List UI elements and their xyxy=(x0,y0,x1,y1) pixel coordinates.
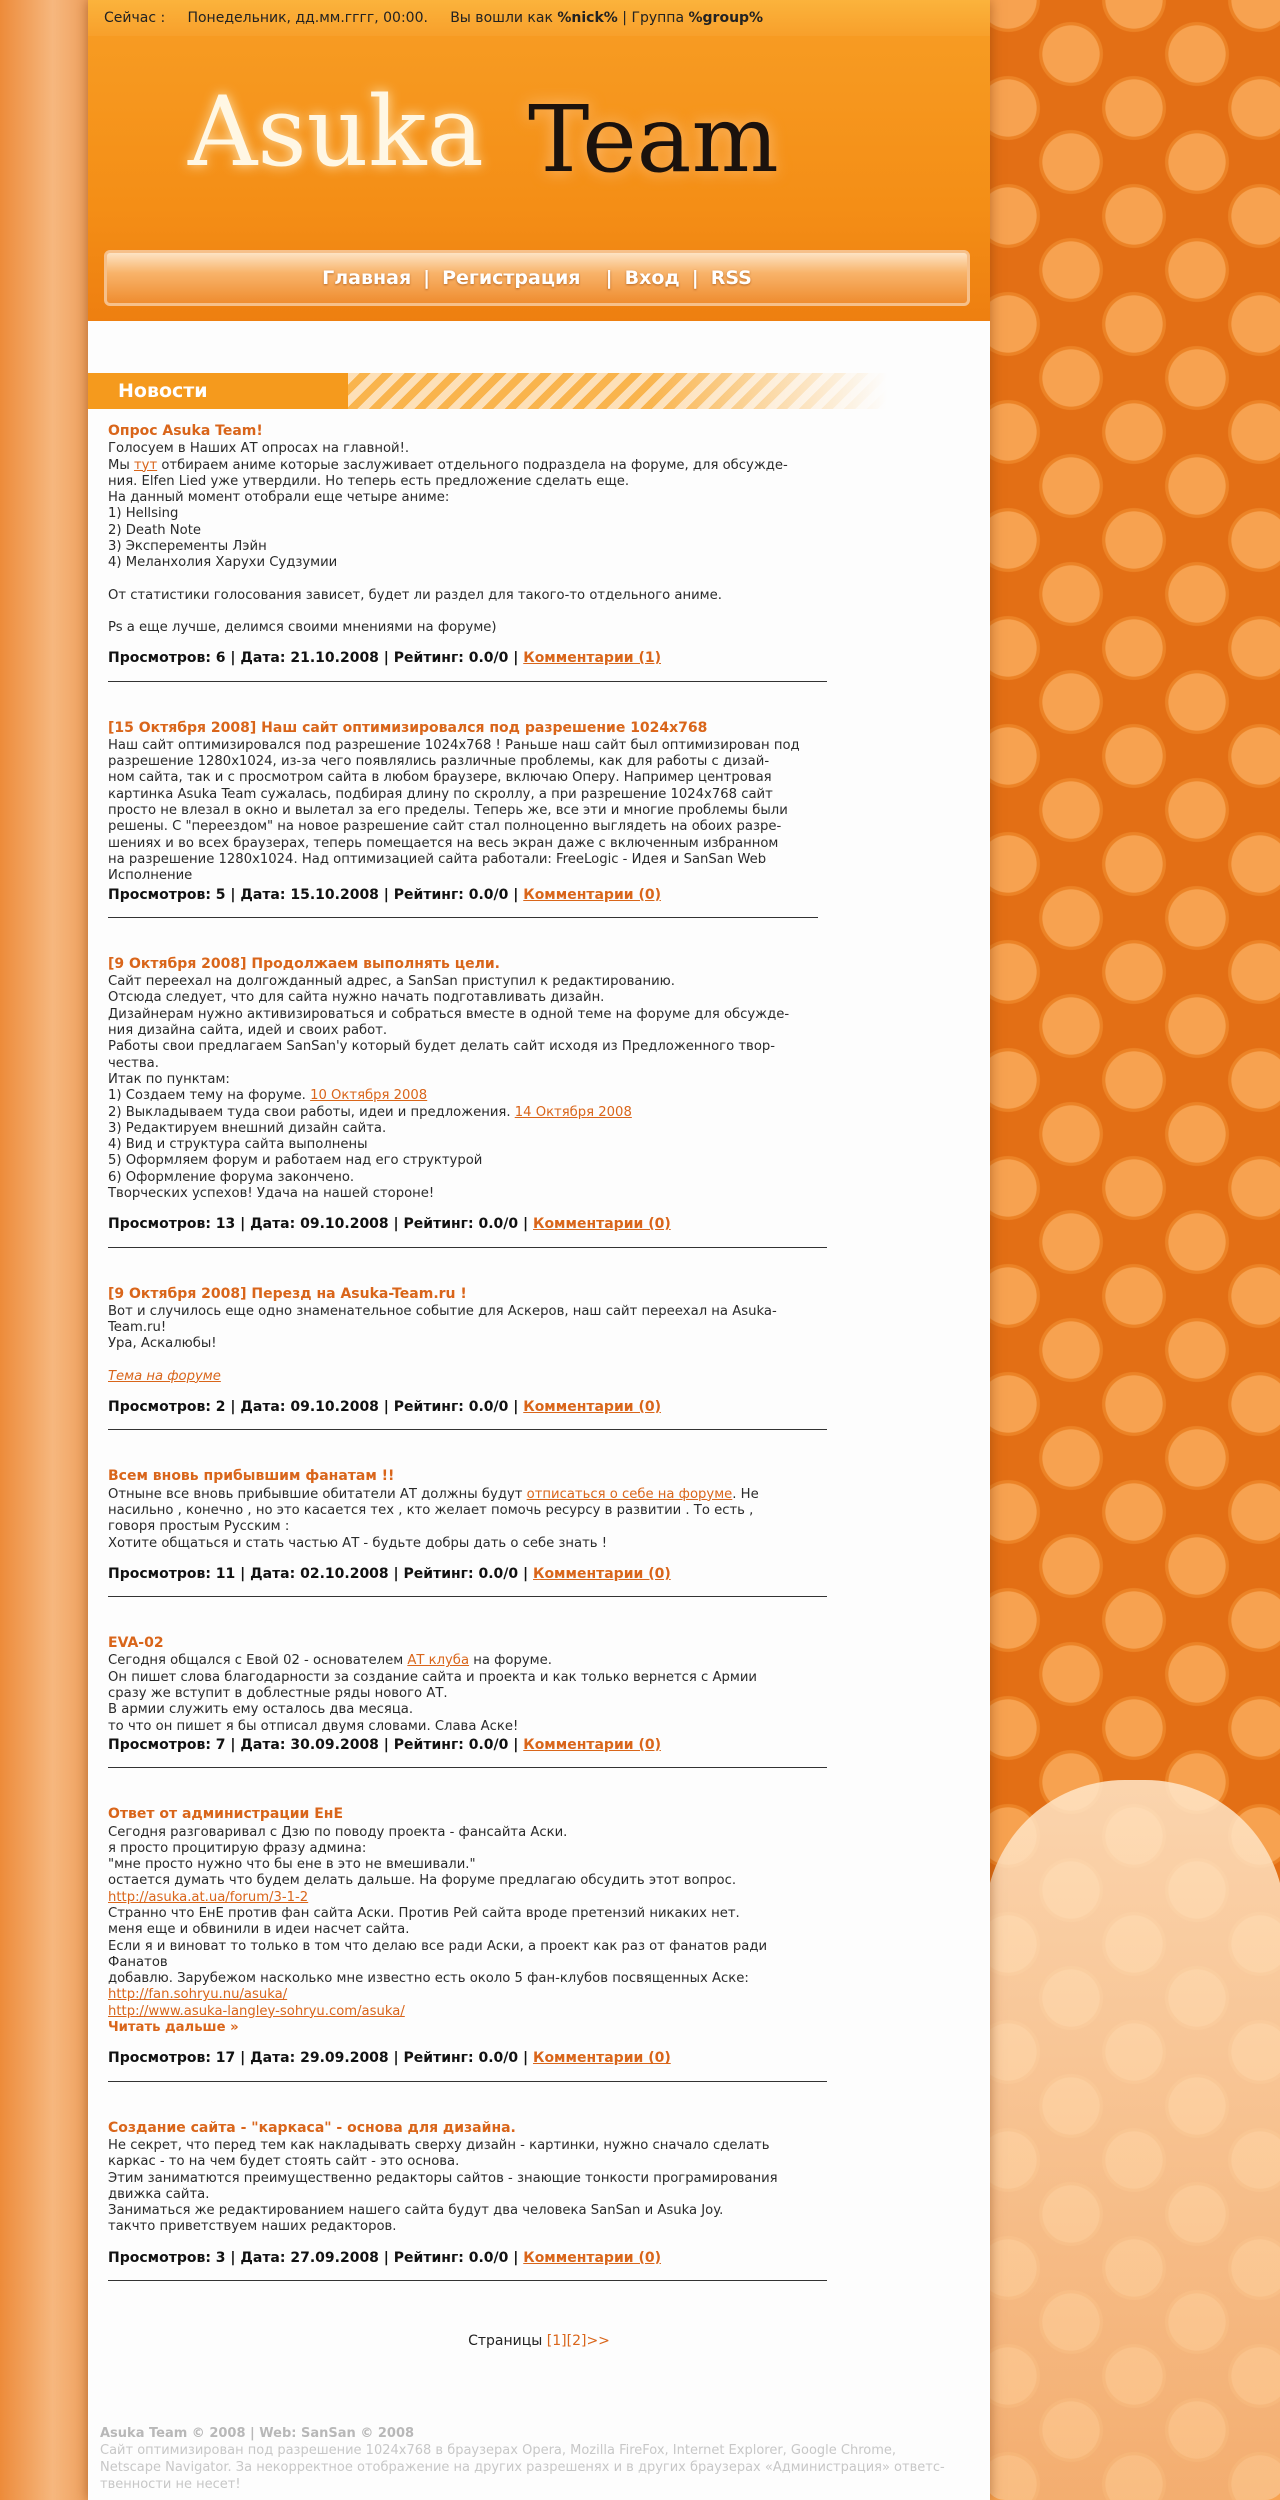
post-stats: Просмотров: 7 | Дата: 30.09.2008 | Рейтинг: 0.0/0 | xyxy=(108,1736,519,1753)
user-nick: %nick% xyxy=(557,10,618,26)
post-text: Голосуем в Наших АТ опросах на главной!. xyxy=(108,441,410,457)
post-divider xyxy=(108,681,827,682)
footer-copyright: Asuka Team © 2008 | Web: SanSan © 2008 xyxy=(100,2426,415,2441)
pagination xyxy=(88,2333,990,2349)
post-text: чества. xyxy=(108,1055,159,1071)
nav-login-link[interactable]: Вход xyxy=(624,267,680,289)
left-gradient-strip xyxy=(0,0,88,2500)
post-meta xyxy=(108,1566,848,1582)
read-more-link[interactable]: Читать дальше » xyxy=(108,2020,239,2036)
post-stats: Просмотров: 11 | Дата: 02.10.2008 | Рейтинг: 0.0/0 | xyxy=(108,1565,529,1582)
post-text: ния дизайна сайта, идей и своих работ. xyxy=(108,1023,388,1039)
post-text: Итак по пунктам: xyxy=(108,1071,230,1087)
post-text: остается думать что будем делать дальше. На форуме предлагаю обсудить этот вопрос. xyxy=(108,1873,737,1889)
post-text: Мы тут отбираем аниме которые заслуживает отдельного подраздела на форуме, для обсужде- xyxy=(108,457,788,473)
post-body xyxy=(108,2138,848,2236)
main-navigation xyxy=(104,250,970,306)
post-stats: Просмотров: 3 | Дата: 27.09.2008 | Рейтинг: 0.0/0 | xyxy=(108,2249,519,2266)
post-divider xyxy=(108,2280,827,2281)
post-meta xyxy=(108,887,848,903)
post-link[interactable]: http://www.asuka-langley-sohryu.com/asuka/ xyxy=(108,2003,405,2019)
post-meta xyxy=(108,2050,848,2066)
post-text: 2) Выкладываем туда свои работы, идеи и предложения. 14 Октября 2008 xyxy=(108,1104,632,1120)
footer-note: Netscape Navigator. За некорректное отображение на других разрешенях и в других браузерах «Администрация» ответс- xyxy=(100,2460,945,2475)
post-text: такчто приветствуем наших редакторов. xyxy=(108,2219,397,2235)
post-text: Отныне все вновь прибывшие обитатели АТ должны будут отписаться о себе на форуме. Не xyxy=(108,1486,759,1502)
post-text: Фанатов xyxy=(108,1954,168,1970)
post-body xyxy=(108,1825,848,2037)
nav-home-link[interactable]: Главная xyxy=(322,267,412,289)
comments-link[interactable]: Комментарии (0) xyxy=(523,1399,661,1416)
login-prefix: Вы вошли как xyxy=(450,10,553,26)
post-title[interactable]: EVA-02 xyxy=(108,1635,164,1652)
pager-page-1[interactable]: [1] xyxy=(546,2333,567,2349)
post-text: Заниматься же редактированием нашего сайта будут два человека SanSan и Asuka Joy. xyxy=(108,2203,724,2219)
post-text: Работы свои предлагаем SanSan'у который будет делать сайт исходя из Предложенного твор- xyxy=(108,1039,776,1055)
post-text xyxy=(108,1369,848,1385)
nav-register-link[interactable]: Регистрация xyxy=(442,267,581,289)
comments-link[interactable]: Комментарии (0) xyxy=(523,1736,661,1753)
post-date-link[interactable]: 14 Октября 2008 xyxy=(514,1104,632,1120)
post-text: 1) Создаем тему на форуме. 10 Октября 2008 xyxy=(108,1088,428,1104)
post-text: В армии служить ему осталось два месяца. xyxy=(108,1702,414,1718)
site-logo[interactable] xyxy=(188,76,788,216)
news-post xyxy=(108,720,848,918)
post-divider xyxy=(108,917,818,918)
post-text: добавлю. Зарубежом насколько мне известно есть около 5 фан-клубов посвященных Аске: xyxy=(108,1971,749,1987)
post-text: разрешение 1280x1024, из-за чего появлялись различные проблемы, как для работы с дизай- xyxy=(108,754,770,770)
news-post xyxy=(108,1635,848,1768)
post-text: ния. Elfen Lied уже утвердили. Но теперь есть предложение сделать еще. xyxy=(108,473,630,489)
top-status-bar xyxy=(88,0,990,36)
post-text: Странно что ЕнЕ против фан сайта Аски. Против Рей сайта вроде претензий никаких нет. xyxy=(108,1906,740,1921)
page-container xyxy=(88,0,990,2500)
post-link[interactable]: отписаться о себе на форуме xyxy=(526,1486,733,1502)
post-text: Ура, Аскалюбы! xyxy=(108,1336,217,1352)
post-title[interactable]: [9 Октября 2008] Перезд на Asuka-Team.ru ! xyxy=(108,1285,467,1302)
comments-link[interactable]: Комментарии (0) xyxy=(523,886,661,903)
nav-separator: | xyxy=(691,267,699,289)
post-text: говоря простым Русским : xyxy=(108,1519,290,1535)
post-text: 1) Hellsing xyxy=(108,506,179,522)
post-title[interactable]: Опрос Asuka Team! xyxy=(108,423,263,439)
post-body xyxy=(108,1304,848,1385)
post-text: меня еще и обвинили в идеи насчет сайта. xyxy=(108,1922,410,1938)
pager-page-2[interactable]: [2] xyxy=(566,2333,587,2349)
post-text: Сегодня разговаривал с Дзю по поводу проекта - фансайта Аски. xyxy=(108,1824,568,1840)
post-title[interactable]: Всем вновь прибывшим фанатам !! xyxy=(108,1468,395,1485)
post-body xyxy=(108,1653,848,1734)
comments-link[interactable]: Комментарии (0) xyxy=(523,2249,661,2266)
post-date-link[interactable]: 10 Октября 2008 xyxy=(310,1088,428,1104)
post-link[interactable]: http://fan.sohryu.nu/asuka/ xyxy=(108,1987,288,2003)
post-divider xyxy=(108,2081,827,2082)
nav-separator: | xyxy=(592,267,613,289)
news-post xyxy=(108,2120,848,2281)
post-text: 3) Эксперементы Лэйн xyxy=(108,539,267,555)
nav-rss-link[interactable]: RSS xyxy=(710,267,752,289)
post-link[interactable]: АТ клуба xyxy=(407,1653,470,1669)
post-text: сразу же вступит в доблестные ряды нового АТ. xyxy=(108,1686,448,1702)
news-post xyxy=(108,423,848,682)
current-datetime: Понедельник, дд.мм.гггг, 00:00. xyxy=(187,10,428,26)
post-text: на разрешение 1280x1024. Над оптимизацией сайта работали: FreeLogic - Идея и SanSan Web xyxy=(108,851,767,867)
post-meta xyxy=(108,650,848,666)
post-title[interactable]: [15 Октября 2008] Наш сайт оптимизировался под разрешение 1024x768 xyxy=(108,719,708,736)
post-title[interactable]: [9 Октября 2008] Продолжаем выполнять цели. xyxy=(108,955,500,972)
post-text: Отсюда следует, что для сайта нужно начать подготавливать дизайн. xyxy=(108,990,605,1006)
logo-text-asuka: Asuka xyxy=(188,76,484,188)
footer-note: твенности не несет! xyxy=(100,2477,241,2492)
forum-topic-link[interactable]: Тема на форуме xyxy=(108,1368,221,1384)
post-text: От статистики голосования зависет, будет ли раздел для такого-то отдельного аниме. xyxy=(108,587,722,603)
post-stats: Просмотров: 5 | Дата: 15.10.2008 | Рейтинг: 0.0/0 | xyxy=(108,886,519,903)
post-text: Если я и виноват то только в том что делаю все ради Аски, а проект как раз от фанатов ради xyxy=(108,1938,768,1954)
post-divider xyxy=(108,1247,827,1248)
post-divider xyxy=(108,1767,827,1768)
post-text: я просто процитирую фразу админа: xyxy=(108,1840,367,1856)
post-text: насильно , конечно , но это касается тех , кто желает помочь ресурсу в развитии . То есть , xyxy=(108,1502,754,1518)
post-text: Вот и случилось еще одно знаменательное событие для Аскеров, наш сайт переехал на Asuka- xyxy=(108,1303,777,1319)
pager-next[interactable]: >> xyxy=(586,2333,610,2349)
post-meta xyxy=(108,1216,848,1232)
footer-note: Сайт оптимизирован под разрешение 1024x768 в браузерах Opera, Mozilla FireFox, Internet Explorer, Google Chrome, xyxy=(100,2443,897,2458)
post-text xyxy=(108,1987,848,2003)
post-text: картинка Asuka Team сужалась, подбирая длину по скроллу, а при разрешение 1024x768 сайт xyxy=(108,786,773,802)
user-group: %group% xyxy=(688,10,764,26)
post-text: 2) Death Note xyxy=(108,522,202,538)
post-stats: Просмотров: 13 | Дата: 09.10.2008 | Рейтинг: 0.0/0 | xyxy=(108,1216,529,1233)
header-stripe-fade xyxy=(648,373,990,409)
post-text: Он пишет слова благодарности за создание сайта и проекта и как только вернется с Армии xyxy=(108,1669,757,1685)
anime-character-illustration xyxy=(985,1780,1280,2500)
news-post xyxy=(108,1806,848,2081)
post-text: 6) Оформление форума закончено. xyxy=(108,1169,355,1185)
comments-link[interactable]: Комментарии (0) xyxy=(533,1216,671,1233)
site-footer xyxy=(100,2425,980,2493)
post-text: "мне просто нужно что бы ене в это не вмешивали." xyxy=(108,1857,476,1873)
post-text: Хотите общаться и стать частью АТ - будьте добры дать о себе знать ! xyxy=(108,1535,608,1551)
section-title: Новости xyxy=(118,380,208,402)
post-body xyxy=(108,441,848,636)
post-text: 5) Оформляем форум и работаем над его структурой xyxy=(108,1153,483,1169)
post-text: решены. С "переездом" на новое разрешение сайт стал полноценно выглядеть на обоих разре- xyxy=(108,819,782,835)
post-meta xyxy=(108,1399,848,1415)
news-section-header xyxy=(88,373,990,409)
news-post xyxy=(108,1286,848,1431)
post-text: Не секрет, что перед тем как накладывать сверху дизайн - картинки, нужно сначало сделать xyxy=(108,2137,770,2153)
post-text: Творческих успехов! Удача на нашей стороне! xyxy=(108,1185,435,1201)
post-text: Дизайнерам нужно активизироваться и собраться вместе в одной теме на форуме для обсужде- xyxy=(108,1006,790,1022)
post-text: то что он пишет я бы отписал двумя словами. Слава Аске! xyxy=(108,1718,519,1734)
post-meta xyxy=(108,2250,848,2266)
post-text: Этим заниматются преимущественно редакторы сайтов - знающие тонкости програмирования xyxy=(108,2170,778,2186)
post-text: 4) Вид и структура сайта выполнены xyxy=(108,1137,368,1153)
post-text: Наш сайт оптимизировался под разрешение 1024x768 ! Раньше наш сайт был оптимизирован под xyxy=(108,737,800,753)
post-text: 4) Меланхолия Харухи Судзумии xyxy=(108,555,338,571)
post-link[interactable]: http://asuka.at.ua/forum/3-1-2 xyxy=(108,1889,309,1905)
post-text xyxy=(108,2020,848,2036)
group-prefix: | Группа xyxy=(622,10,685,26)
comments-link[interactable]: Комментарии (1) xyxy=(523,650,661,667)
post-link[interactable]: тут xyxy=(133,457,158,473)
post-body xyxy=(108,974,848,1202)
post-text: Сегодня общался с Евой 02 - основателем АТ клуба на форуме. xyxy=(108,1653,552,1669)
news-post xyxy=(108,1468,848,1597)
logo-text-team: Team xyxy=(528,86,779,193)
post-text: ном сайта, так и с просмотром сайта в любом браузере, включаю Оперу. Например центровая xyxy=(108,770,772,786)
post-text xyxy=(108,2004,848,2020)
post-text: движка сайта. xyxy=(108,2186,210,2202)
post-stats: Просмотров: 17 | Дата: 29.09.2008 | Рейтинг: 0.0/0 | xyxy=(108,2050,529,2067)
post-text: Исполнение xyxy=(108,868,193,884)
post-text: Team.ru! xyxy=(108,1320,167,1336)
post-text: шениях и во всех браузерах, теперь помещается на весь экран даже с включенным избранном xyxy=(108,835,779,851)
comments-link[interactable]: Комментарии (0) xyxy=(533,2050,671,2067)
post-text: 3) Редактируем внешний дизайн сайта. xyxy=(108,1120,387,1136)
post-divider xyxy=(108,1429,827,1430)
post-text: Сайт переехал на долгожданный адрес, а SanSan приступил к редактированию. xyxy=(108,974,675,990)
post-text xyxy=(108,1890,848,1906)
post-text: просто не влезал в окно и вылетал за его пределы. Теперь же, все эти и многие проблемы были xyxy=(108,803,788,819)
post-stats: Просмотров: 2 | Дата: 09.10.2008 | Рейтинг: 0.0/0 | xyxy=(108,1399,519,1416)
post-body xyxy=(108,738,848,885)
post-divider xyxy=(108,1596,827,1597)
now-label: Сейчас : xyxy=(104,10,166,26)
nav-separator: | xyxy=(423,267,431,289)
pager-label: Страницы xyxy=(468,2333,543,2349)
post-title[interactable]: Ответ от администрации ЕнЕ xyxy=(108,1806,344,1823)
post-stats: Просмотров: 6 | Дата: 21.10.2008 | Рейтинг: 0.0/0 | xyxy=(108,650,519,667)
post-text: Ps а еще лучше, делимся своими мнениями на форуме) xyxy=(108,619,497,635)
post-text: каркас - то на чем будет стоять сайт - это основа. xyxy=(108,2154,460,2170)
post-body xyxy=(108,1487,848,1552)
post-title[interactable]: Создание сайта - "каркаса" - основа для дизайна. xyxy=(108,2119,516,2136)
post-meta xyxy=(108,1737,848,1753)
post-text: На данный момент отобрали еще четыре аниме: xyxy=(108,490,450,506)
comments-link[interactable]: Комментарии (0) xyxy=(533,1565,671,1582)
news-post xyxy=(108,956,848,1248)
news-list xyxy=(108,423,848,2319)
